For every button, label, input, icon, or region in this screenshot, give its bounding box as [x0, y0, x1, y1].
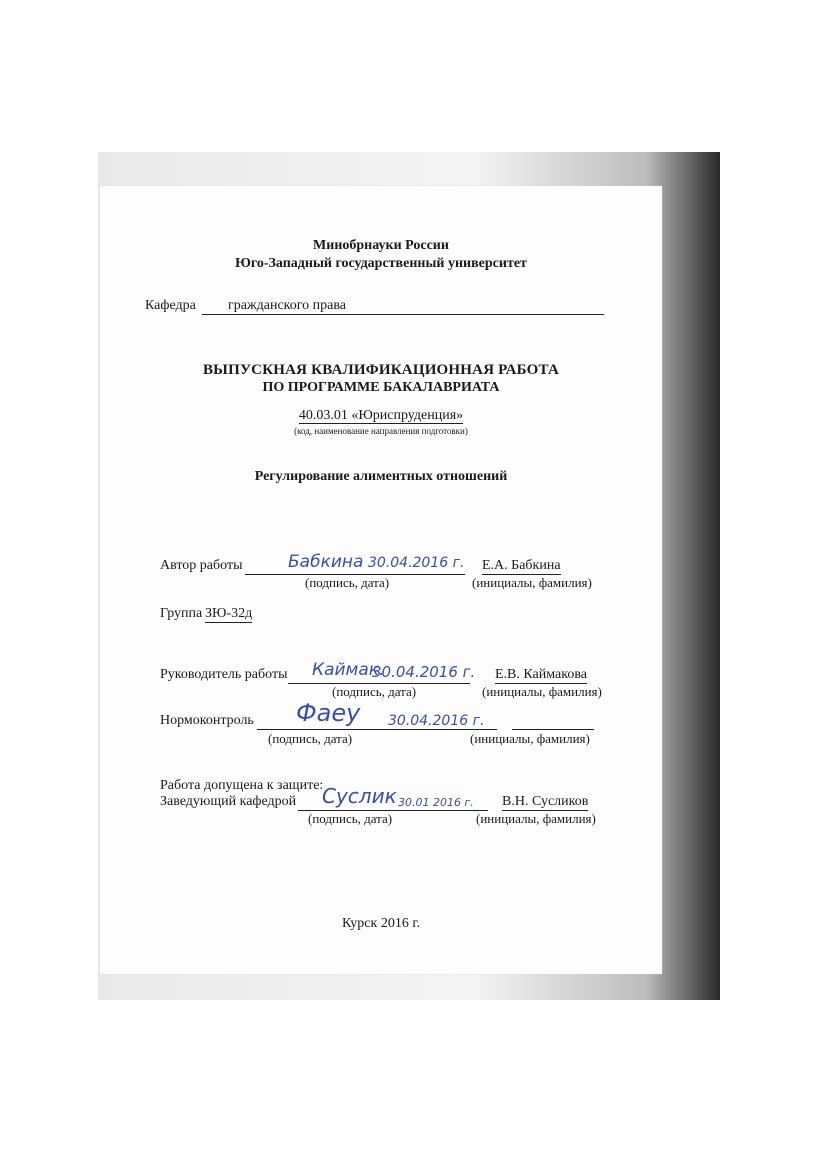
department-head-label: Заведующий кафедрой	[160, 794, 297, 809]
supervisor-caption-name: (инициалы, фамилия)	[482, 684, 602, 699]
author-name: Е.А. Бабкина	[482, 558, 561, 573]
program-code	[100, 408, 662, 424]
program-caption: (код, наименование направления подготовки)	[294, 426, 468, 436]
normcontrol-label: Нормоконтроль	[160, 713, 254, 728]
normcontrol-signature: Фаеу	[296, 699, 361, 727]
normcontrol-signature-line	[257, 729, 497, 730]
supervisor-sign-date: 30.04.2016 г.	[372, 663, 476, 681]
city-year: Курск 2016 г.	[342, 916, 420, 931]
work-title-line1: ВЫПУСКНАЯ КВАЛИФИКАЦИОННАЯ РАБОТА	[202, 362, 560, 378]
group-label: Группа	[160, 606, 203, 621]
department-underline	[202, 314, 604, 315]
approval-label: Работа допущена к защите:	[160, 778, 324, 793]
normcontrol-caption-sign: (подпись, дата)	[268, 731, 353, 746]
author-caption-name: (инициалы, фамилия)	[472, 575, 592, 590]
author-label: Автор работы	[160, 558, 243, 573]
normcontrol-sign-date: 30.04.2016 г.	[388, 713, 485, 729]
title-page	[100, 186, 662, 974]
author-signature: Бабкина	[288, 552, 364, 572]
author-caption-sign: (подпись, дата)	[305, 575, 390, 590]
author-sign-date: 30.04.2016 г.	[368, 555, 465, 571]
supervisor-name: Е.В. Каймакова	[495, 667, 587, 682]
supervisor-caption-sign: (подпись, дата)	[332, 684, 417, 699]
head-signature: Суслик	[322, 784, 397, 808]
ministry-line: Минобрнауки России	[313, 238, 449, 253]
department-label: Кафедра	[145, 298, 196, 313]
program-value: 40.03.01 «Юриспруденция»	[298, 408, 464, 423]
supervisor-signature: Каймак.	[312, 660, 385, 680]
group-value: ЗЮ-32д	[205, 606, 253, 621]
head-caption-name: (инициалы, фамилия)	[476, 811, 596, 826]
normcontrol-caption-name: (инициалы, фамилия)	[470, 731, 590, 746]
university-name: Юго-Западный государственный университет	[235, 256, 527, 271]
normcontrol-name-line	[512, 729, 594, 730]
work-title-line2: ПО ПРОГРАММЕ БАКАЛАВРИАТА	[262, 380, 500, 395]
head-name: В.Н. Сусликов	[502, 794, 589, 809]
department-value: гражданского права	[228, 298, 347, 313]
head-sign-date: 30.01 2016 г.	[398, 796, 474, 809]
head-caption-sign: (подпись, дата)	[308, 811, 393, 826]
supervisor-label: Руководитель работы	[160, 667, 288, 682]
thesis-topic: Регулирование алиментных отношений	[254, 469, 508, 484]
